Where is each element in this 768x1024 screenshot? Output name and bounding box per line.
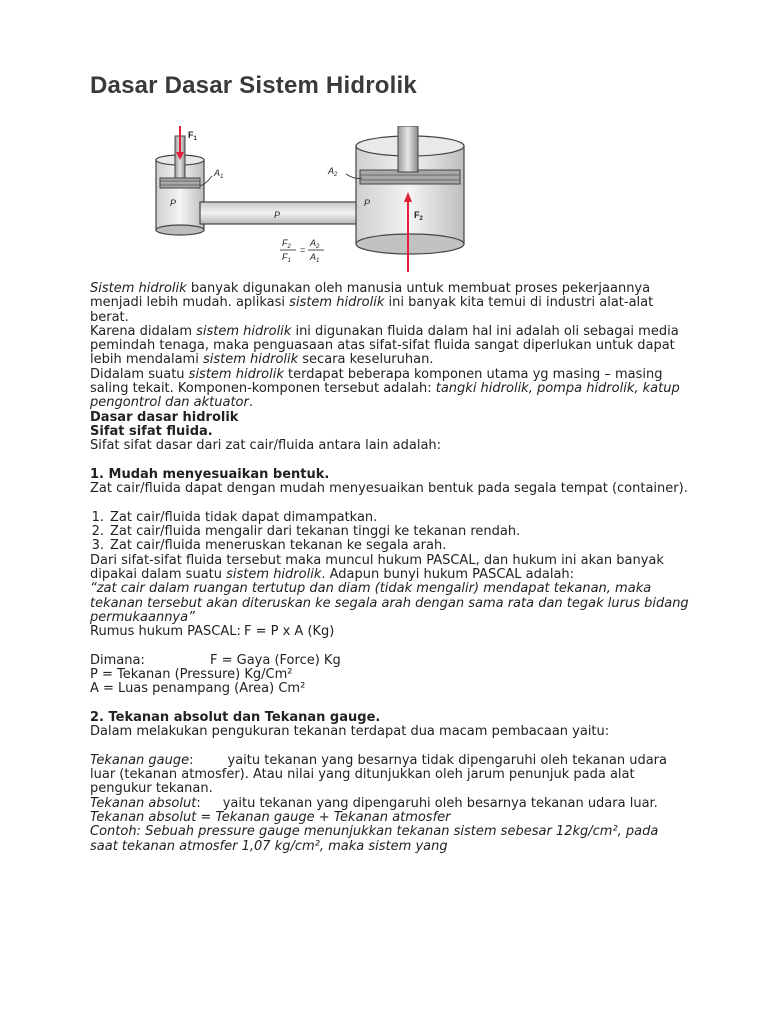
label-p-left: P [170, 198, 177, 208]
rumus-absolut: Tekanan absolut = Tekanan gauge + Tekanan atmosfer [90, 809, 451, 825]
list-item: 1. Zat cair/fluida tidak dapat dimampatkan. [91, 509, 378, 525]
formula-f1: $F_1$ [282, 252, 291, 264]
hydraulic-diagram-svg [150, 126, 480, 272]
paragraph-pascal: Dari sifat-sifat fluida tersebut maka muncul hukum PASCAL, dan hukum ini akan banyak dipakai dalam suatu sistem hidrolik. Adapun bunyi hukum PASCAL adalah: [90, 552, 664, 582]
pascal-quote: “zat cair dalam ruangan tertutup dan diam (tidak mengalir) mendapat tekanan, maka tekanan tersebut akan diteruskan ke segala arah dengan sama rata dan tegak lurus bidang permukaannya” [90, 581, 689, 625]
dimana-row: Dimana: F = Gaya (Force) Kg [90, 652, 341, 668]
label-a2: $A_2$ [328, 166, 338, 178]
formula-a1: $A_1$ [310, 252, 320, 264]
document-page [90, 70, 690, 854]
formula-eq: = [300, 245, 306, 255]
page-title: Dasar Dasar Sistem Hidrolik [90, 72, 417, 99]
paragraph-komponen: Didalam suatu sistem hidrolik terdapat beberapa komponen utama yg masing – masing saling tekait. Komponen-komponen tersebut adalah: tangki hidrolik, pompa hidrolik, katup pengontrol dan aktuator. [90, 366, 680, 411]
label-f2: $F_2$ [414, 210, 423, 222]
large-cylinder [356, 126, 464, 254]
def-tekanan: P = Tekanan (Pressure) Kg/Cm² [90, 667, 293, 683]
paragraph-intro: Sistem hidrolik banyak digunakan oleh manusia untuk membuat proses pekerjaannya menjadi lebih mudah. aplikasi sistem hidrolik ini banyak kita temui di industri alat-alat berat. [90, 281, 654, 325]
heading-mudah-bentuk: 1. Mudah menyesuaikan bentuk. [90, 466, 330, 482]
heading-sifat-fluida: Sifat sifat fluida. [90, 423, 213, 439]
heading-dasar-hidrolik: Dasar dasar hidrolik [90, 409, 239, 425]
formula-a2: $A_2$ [310, 238, 320, 250]
label-f1: $F_1$ [188, 130, 197, 142]
article-body [90, 282, 690, 854]
list-item: 3. Zat cair/fluida meneruskan tekanan ke segala arah. [91, 538, 447, 554]
formula [280, 238, 324, 264]
label-p-pipe: P [274, 210, 281, 220]
paragraph-fluida: Karena didalam sistem hidrolik ini digunakan fluida dalam hal ini adalah oli sebagai media pemindah tenaga, maka penguasaan atas sifat-sifat fluida sangat diperlukan untuk dapat lebih mendalami sistem hidrolik secara keseluruhan. [90, 323, 679, 368]
formula-f2: $F_2$ [282, 238, 291, 250]
rumus-pascal: Rumus hukum PASCAL: F = P x A (Kg) [90, 624, 335, 640]
heading-tekanan: 2. Tekanan absolut dan Tekanan gauge. [90, 709, 381, 725]
mudah-text: Zat cair/fluida dapat dengan mudah menyesuaikan bentuk pada segala tempat (container). [90, 481, 688, 497]
tekanan-intro: Dalam melakukan pengukuran tekanan terdapat dua macam pembacaan yaitu: [90, 724, 610, 740]
hydraulic-diagram [90, 126, 690, 272]
def-absolut: Tekanan absolut: yaitu tekanan yang dipengaruhi oleh besarnya tekanan udara luar. [90, 795, 658, 811]
sifat-list [90, 511, 690, 554]
def-gauge: Tekanan gauge: yaitu tekanan yang besarnya tidak dipengaruhi oleh tekanan udara luar (tekanan atmosfer). Atau nilai yang ditunjukkan oleh jarum penunjuk pada alat pengukur tekanan. [90, 752, 667, 797]
label-p-right: P [364, 198, 371, 208]
sifat-intro: Sifat sifat dasar dari zat cair/fluida antara lain adalah: [90, 438, 442, 454]
list-item: 2. Zat cair/fluida mengalir dari tekanan tinggi ke tekanan rendah. [91, 524, 521, 540]
contoh: Contoh: Sebuah pressure gauge menunjukkan tekanan sistem sebesar 12kg/cm², pada saat tekanan atmosfer 1,07 kg/cm², maka sistem yang [90, 824, 659, 854]
label-a1: $A_1$ [214, 168, 224, 180]
def-luas: A = Luas penampang (Area) Cm² [90, 681, 306, 697]
